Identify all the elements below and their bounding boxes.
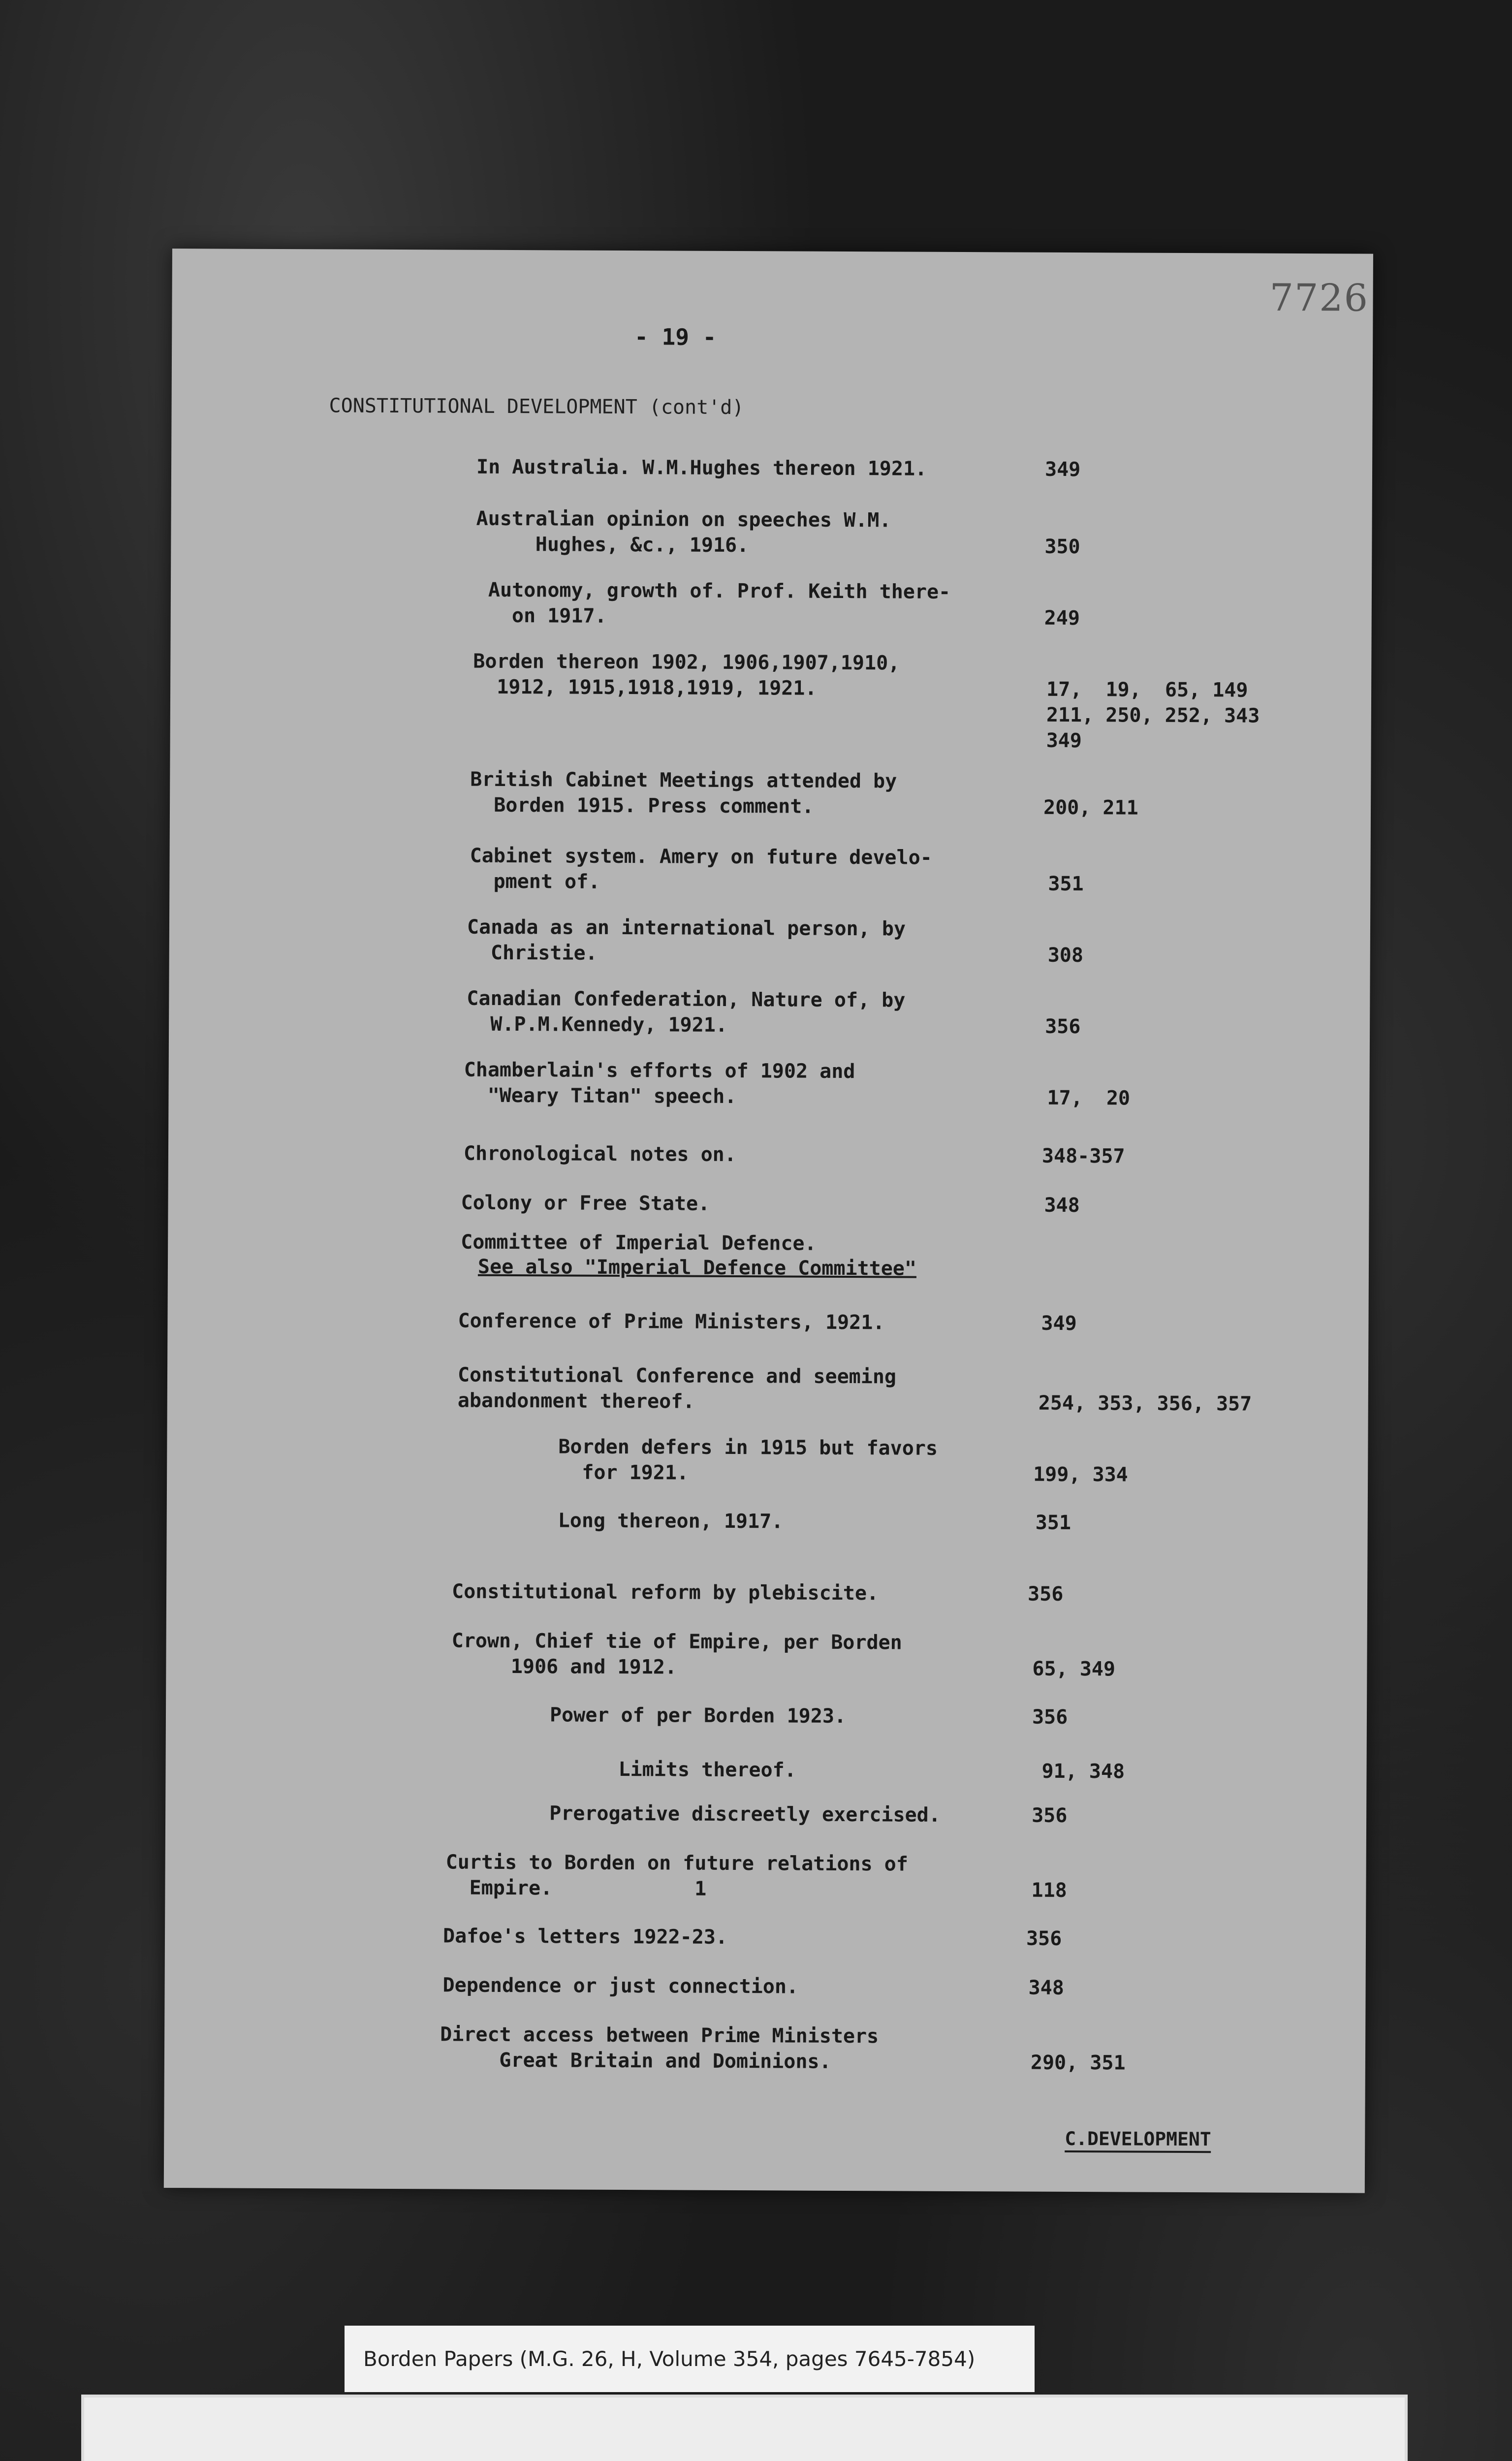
index-entry-pages: 249 [1044,581,1080,630]
archive-card [81,2395,1408,2461]
index-entry-text: Direct access between Prime Ministers Great Britain and Dominions. [440,2023,879,2073]
index-entry-text: Crown, Chief tie of Empire, per Borden 1906 and 1912. [451,1629,902,1679]
index-entry-pages: 351 [1035,1511,1071,1534]
index-entry-pages: 254, 353, 356, 357 [1038,1366,1252,1416]
index-entry-pages: 350 [1044,509,1080,559]
index-entry-pages: 348 [1028,1976,1064,1999]
catchword: C.DEVELOPMENT [1065,2128,1211,2153]
index-entry-text: Borden defers in 1915 but favors for 1921. [558,1435,938,1484]
index-entry-pages: 91, 348 [1041,1760,1125,1783]
index-entry-text: In Australia. W.M.Hughes thereon 1921. [476,455,927,480]
index-entry-text: Chronological notes on. [463,1142,736,1167]
index-entry-pages: 290, 351 [1030,2025,1126,2075]
index-entry-text: Colony or Free State. [461,1191,710,1215]
index-entry-text: Cabinet system. Amery on future develo- pment of. [470,844,932,893]
index-entry-text: Constitutional Conference and seeming abandonment thereof. [457,1363,897,1413]
index-entry-pages: 356 [1032,1804,1068,1827]
index-entry-pages: 65, 349 [1032,1632,1116,1681]
index-entry-text: Conference of Prime Ministers, 1921. [458,1309,885,1334]
index-entry-text: Curtis to Borden on future relations of Empire. 1 [445,1851,908,1900]
typed-index-page [164,249,1373,2193]
index-entry-pages: 17, 20 [1047,1061,1131,1110]
index-entry-pages: 356 [1026,1927,1062,1950]
page-marker: - 19 - [634,323,717,350]
index-entry-pages: 349 [1041,1312,1077,1335]
index-entry-text: Dependence or just connection. [442,1974,799,1998]
index-entry-pages: 349 [1044,458,1081,481]
index-entry-text: Canadian Confederation, Nature of, by W.P.M.Kennedy, 1921. [467,987,906,1037]
index-entry-text: Limits thereof. [618,1758,796,1782]
index-entry-pages: 356 [1027,1582,1064,1606]
index-entry-pages: 348-357 [1041,1144,1125,1168]
index-entry-text: British Cabinet Meetings attended by Borden 1915. Press comment. [470,768,897,818]
index-entry-text: Chamberlain's efforts of 1902 and "Weary Titan" speech. [464,1058,855,1108]
section-heading: CONSTITUTIONAL DEVELOPMENT (cont'd) [329,394,744,419]
index-entry-text: Canada as an international person, by Christie. [467,915,906,965]
index-entry-text: Australian opinion on speeches W.M. Hughes, &c., 1916. [476,507,891,557]
index-entry-text: Power of per Borden 1923. [549,1704,847,1728]
index-entry-text: Prerogative discreetly exercised. [549,1802,941,1827]
index-entry-pages: 351 [1048,847,1084,896]
folio-number: 7726 [1269,275,1369,320]
index-entry-text: Borden thereon 1902, 1906,1907,1910, 1912, 1915,1918,1919, 1921. [473,650,900,700]
index-entry-pages: 199, 334 [1033,1437,1128,1486]
see-also-note: See also "Imperial Defence Committee" [477,1255,917,1280]
index-entry-text: Autonomy, growth of. Prof. Keith there- on 1917. [488,578,951,628]
index-entry-text: Committee of Imperial Defence. [461,1230,817,1255]
index-entry-pages: 356 [1045,989,1081,1039]
index-entry-pages: 200, 211 [1043,770,1138,820]
index-entry-text: Long thereon, 1917. [558,1509,784,1533]
index-entry-pages: 356 [1032,1705,1068,1729]
index-entry-pages: 308 [1047,918,1084,967]
index-entry-pages: 348 [1044,1194,1080,1217]
index-entry-pages: 17, 19, 65, 149 211, 250, 252, 343 349 [1046,652,1260,753]
reference-strip: Borden Papers (M.G. 26, H, Volume 354, pages 7645-7854) [345,2326,1035,2392]
index-entry-text: Constitutional reform by plebiscite. [451,1580,879,1605]
index-entry-text: Dafoe's letters 1922-23. [442,1925,728,1949]
index-entry-pages: 118 [1031,1853,1067,1902]
